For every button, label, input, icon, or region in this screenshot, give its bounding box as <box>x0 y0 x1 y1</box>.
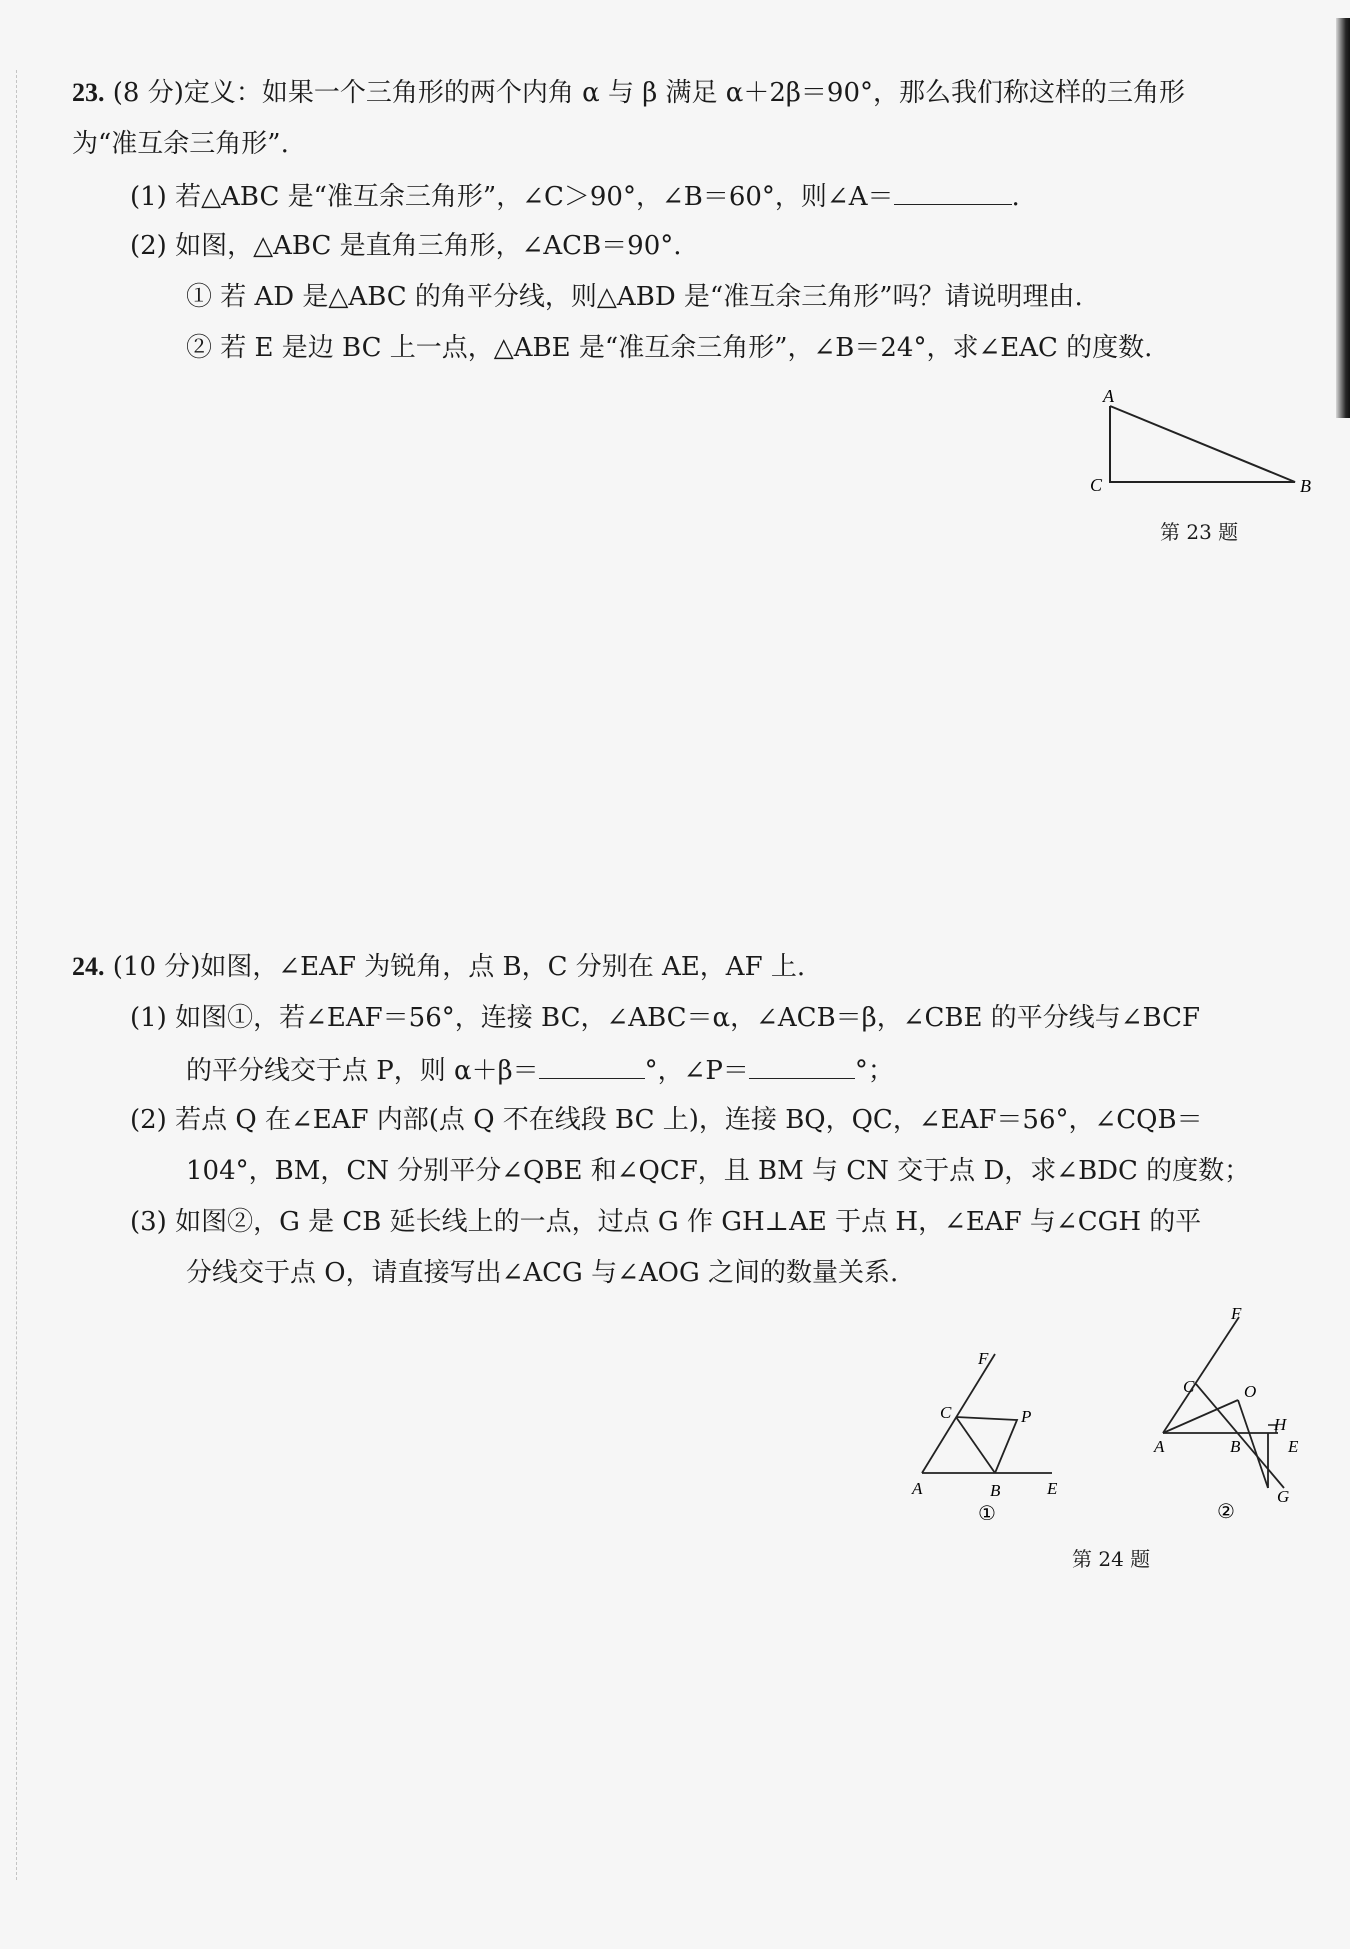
q24-figure-1 <box>900 1340 1100 1520</box>
fig2-label-o: O <box>1244 1382 1257 1401</box>
q23-line-1 <box>72 76 1185 110</box>
line-cg <box>1196 1384 1284 1488</box>
fig1-label-e: E <box>1047 1479 1058 1498</box>
q24-figure-2 <box>1140 1300 1320 1520</box>
fig2-label-e: E <box>1288 1437 1299 1456</box>
binding-margin-line <box>16 70 17 1880</box>
q24-figure-caption: 第 24 题 <box>1072 1547 1151 1571</box>
fig1-label-f: F <box>978 1349 989 1368</box>
q23-number: 23. <box>72 78 105 107</box>
q23-figure <box>1080 380 1320 510</box>
fig2-label-f: F <box>1231 1304 1242 1323</box>
label-c: C <box>1090 475 1103 495</box>
answer-blank <box>894 178 1012 205</box>
fig1-tag: ① <box>978 1503 996 1520</box>
answer-blank <box>749 1052 855 1079</box>
fig2-tag: ② <box>1217 1501 1235 1520</box>
q24-part-3-a: (3) 如图②，G 是 CB 延长线上的一点，过点 G 作 GH⊥AE 于点 H，∠EAF 与∠CGH 的平 <box>130 1207 1202 1237</box>
fig2-label-a: A <box>1154 1437 1165 1456</box>
q24-part-1-b-end: °； <box>854 1056 894 1086</box>
page-edge-shadow <box>1336 18 1350 418</box>
fig1-label-p: P <box>1021 1407 1032 1426</box>
q24-part-3-b: 分线交于点 O，请直接写出∠ACG 与∠AOG 之间的数量关系. <box>186 1258 899 1288</box>
fig1-label-b: B <box>990 1481 1001 1500</box>
segment-bc <box>956 1417 995 1473</box>
triangle-abc <box>1110 406 1295 482</box>
fig1-label-a: A <box>912 1479 923 1498</box>
q24-part-1-b-text: 的平分线交于点 P，则 α＋β＝ <box>186 1056 539 1086</box>
q23-part-1 <box>130 178 1020 214</box>
q23-part-1-end: . <box>1011 182 1020 212</box>
q23-part-2-b: ② 若 E 是边 BC 上一点，△ABE 是“准互余三角形”，∠B＝24°，求∠EAC 的度数. <box>186 333 1153 363</box>
fig2-label-g: G <box>1277 1487 1290 1506</box>
q24-line-1 <box>72 950 805 984</box>
label-b: B <box>1300 476 1311 496</box>
bisectors-to-p <box>956 1417 1017 1473</box>
q23-part-2: (2) 如图，△ABC 是直角三角形，∠ACB＝90°. <box>130 231 682 261</box>
answer-blank <box>539 1052 645 1079</box>
ray-af <box>922 1354 995 1473</box>
bisector-go <box>1238 1400 1268 1488</box>
q23-part-1-text: (1) 若△ABC 是“准互余三角形”，∠C＞90°，∠B＝60°，则∠A＝ <box>130 182 894 212</box>
q24-intro: (10 分)如图，∠EAF 为锐角，点 B，C 分别在 AE，AF 上. <box>112 952 806 982</box>
q24-number: 24. <box>72 952 105 981</box>
q24-part-1-b <box>186 1052 894 1088</box>
q23-line-2: 为“准互余三角形”. <box>72 129 289 159</box>
fig2-label-b: B <box>1230 1437 1241 1456</box>
label-a: A <box>1103 386 1114 406</box>
q23-part-2-a: ① 若 AD 是△ABC 的角平分线，则△ABD 是“准互余三角形”吗？请说明理由. <box>186 282 1083 312</box>
q24-part-2-a: (2) 若点 Q 在∠EAF 内部(点 Q 不在线段 BC 上)，连接 BQ，QC，∠EAF＝56°，∠CQB＝ <box>130 1105 1203 1135</box>
fig1-label-c: C <box>940 1403 952 1422</box>
q23-figure-caption: 第 23 题 <box>1160 520 1239 544</box>
fig2-label-c: C <box>1183 1377 1195 1396</box>
fig2-label-h: H <box>1274 1415 1287 1434</box>
q23-definition: (8 分)定义：如果一个三角形的两个内角 α 与 β 满足 α＋2β＝90°，那么我们称这样的三角形 <box>112 78 1185 108</box>
q24-part-2-b: 104°，BM，CN 分别平分∠QBE 和∠QCF，且 BM 与 CN 交于点 D，求∠BDC 的度数； <box>186 1156 1251 1186</box>
q24-part-1-b-mid: °，∠P＝ <box>644 1056 749 1086</box>
q24-part-1-a: (1) 如图①，若∠EAF＝56°，连接 BC，∠ABC＝α，∠ACB＝β，∠CBE 的平分线与∠BCF <box>130 1003 1201 1033</box>
